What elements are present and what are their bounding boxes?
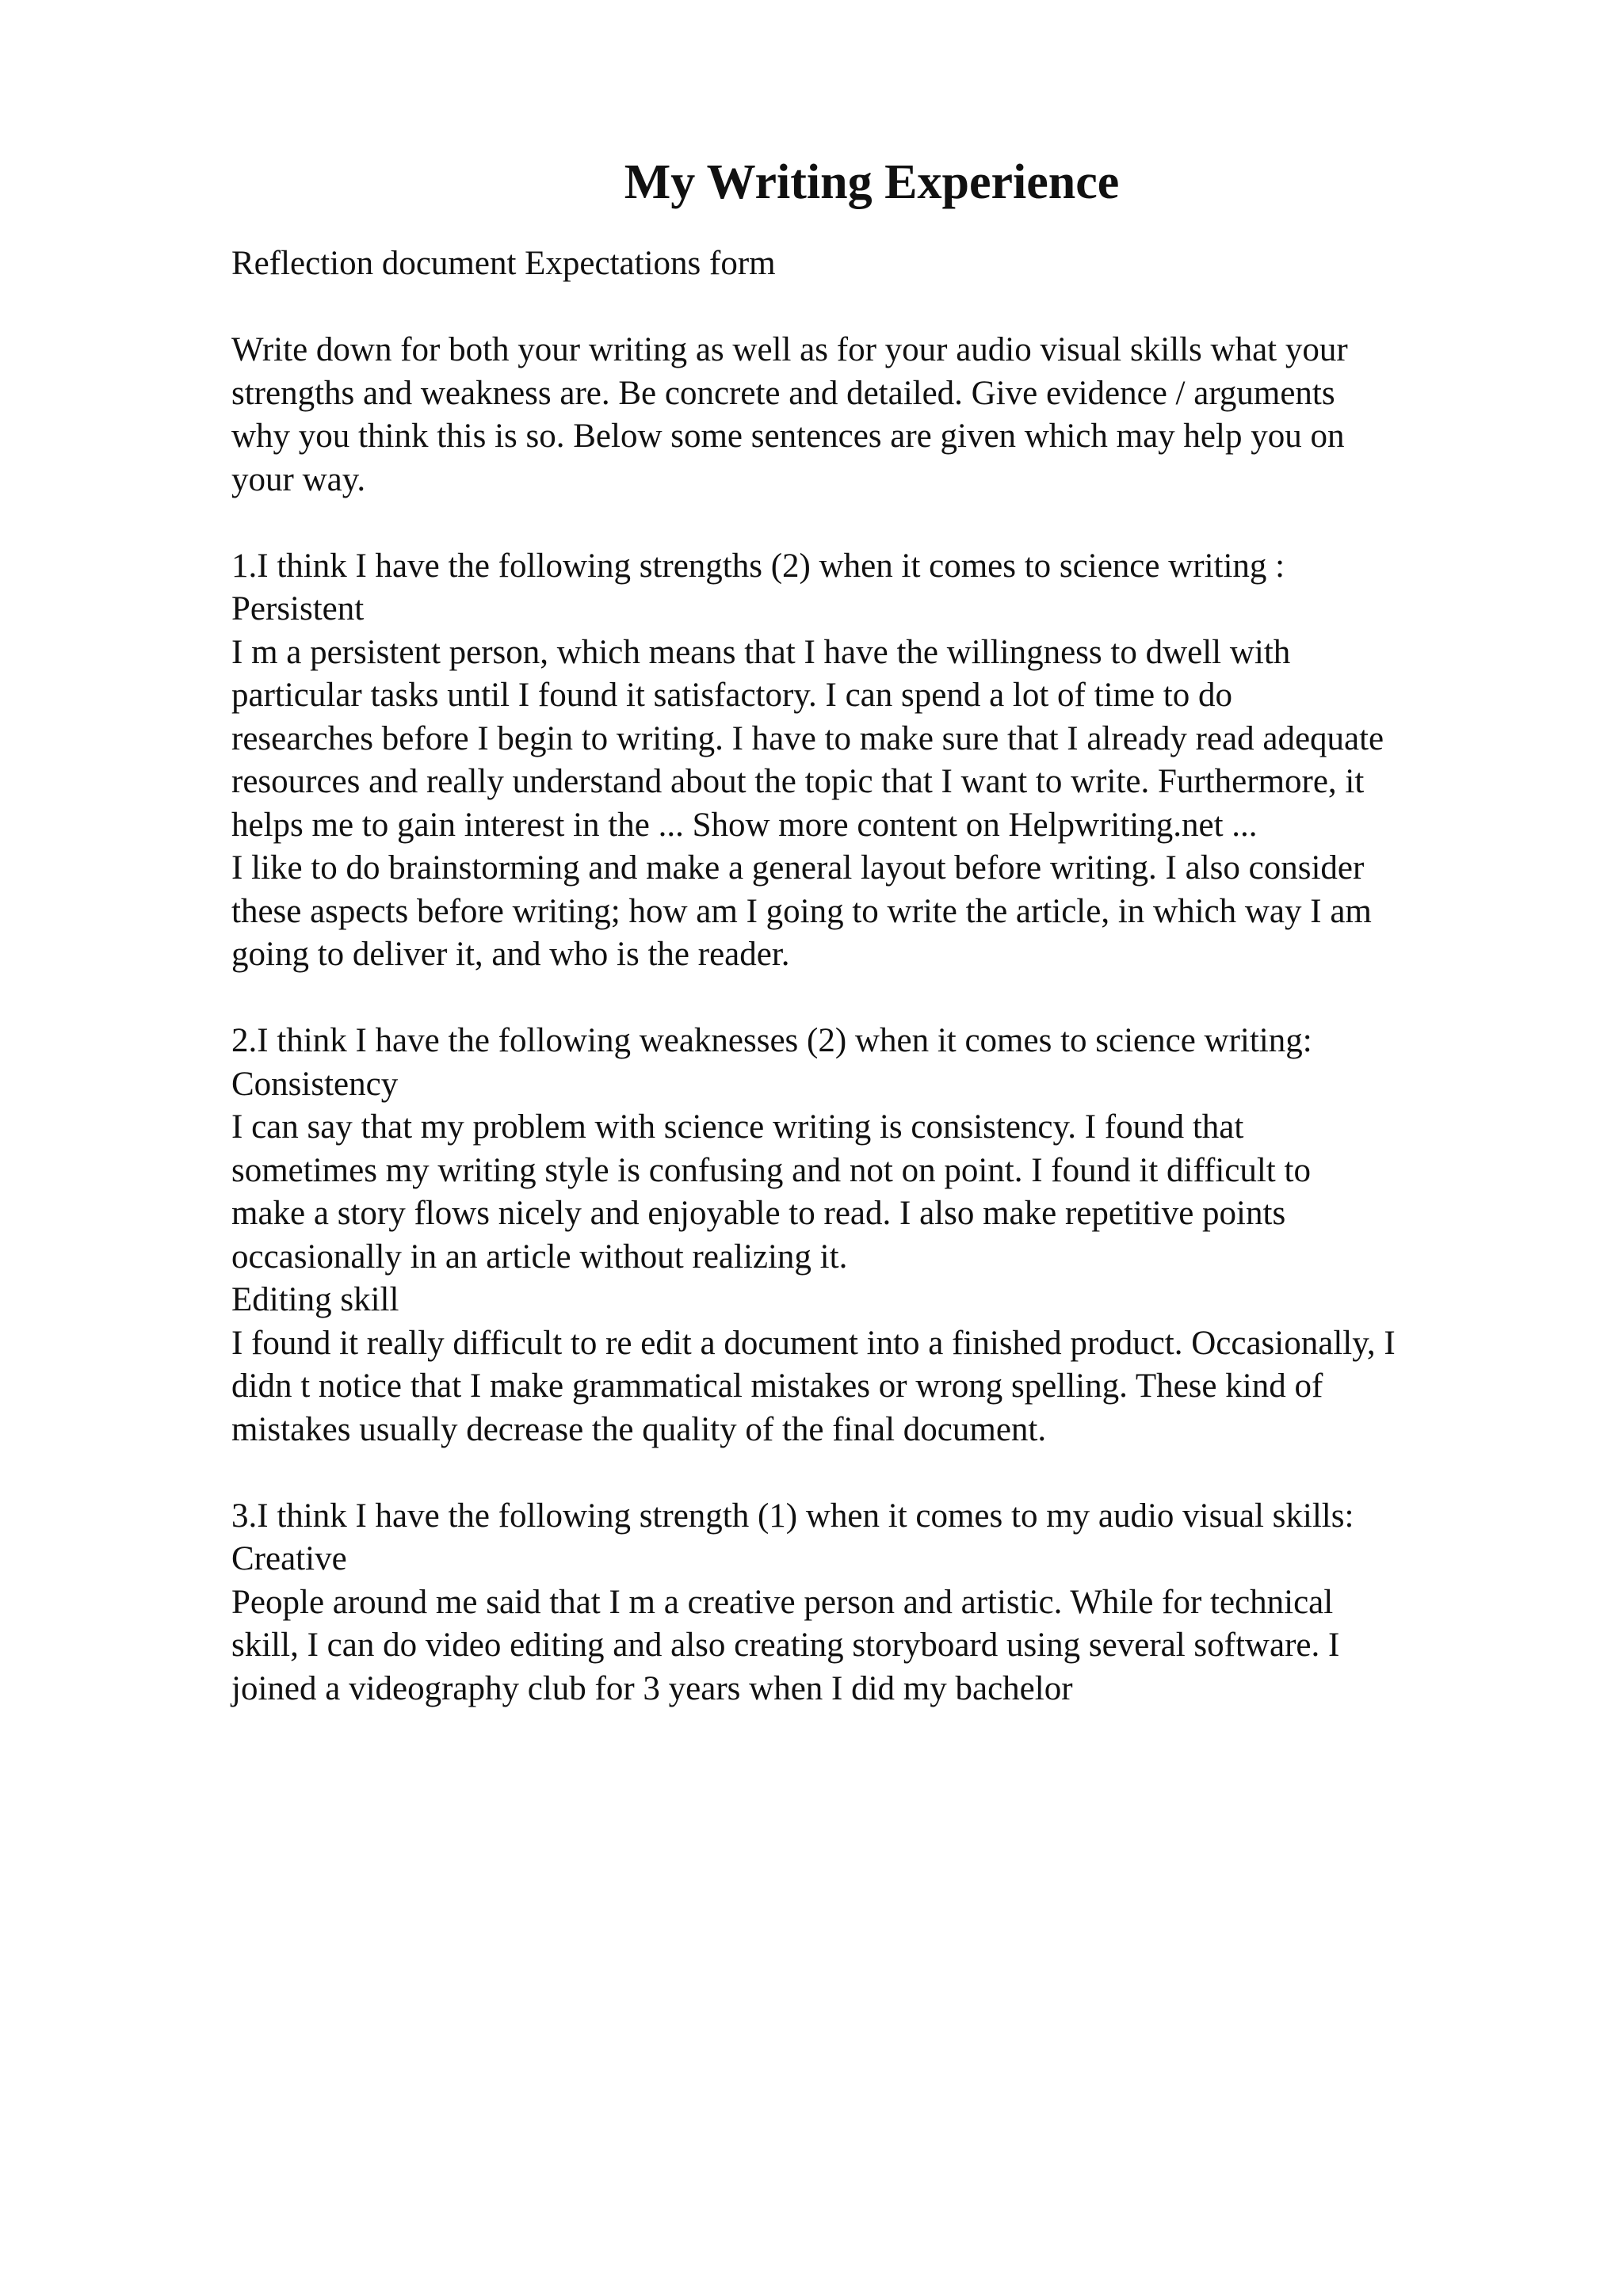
section-subheading: Creative bbox=[231, 1540, 347, 1577]
section-strengths-writing bbox=[231, 545, 1594, 977]
body-line: I m a persistent person, which means that I have the willingness to dwell with bbox=[231, 633, 1291, 671]
section-heading: 2.I think I have the following weaknesses (2) when it comes to science writing: bbox=[231, 1022, 1312, 1059]
section-subheading: Consistency bbox=[231, 1065, 399, 1103]
intro-line: Write down for both your writing as well as for your audio visual skills what your bbox=[231, 331, 1348, 368]
body-line: resources and really understand about the topic that I want to write. Furthermore, it bbox=[231, 763, 1365, 800]
intro-line: why you think this is so. Below some sentences are given which may help you on bbox=[231, 418, 1345, 455]
body-line: I can say that my problem with science writing is consistency. I found that bbox=[231, 1108, 1244, 1146]
body-line: skill, I can do video editing and also creating storyboard using several software. I bbox=[231, 1627, 1340, 1664]
body-line: I like to do brainstorming and make a general layout before writing. I also consider bbox=[231, 849, 1365, 887]
body-line: didn t notice that I make grammatical mistakes or wrong spelling. These kind of bbox=[231, 1367, 1323, 1405]
section-heading: 3.I think I have the following strength (1) when it comes to my audio visual skills: bbox=[231, 1497, 1354, 1535]
document-body bbox=[231, 242, 1594, 1711]
intro-line: strengths and weakness are. Be concrete and detailed. Give evidence / arguments bbox=[231, 374, 1335, 412]
paragraph-gap bbox=[231, 286, 1594, 330]
document-title: My Writing Experience bbox=[624, 155, 1120, 209]
paragraph-gap bbox=[231, 502, 1594, 545]
body-line: particular tasks until I found it satisfactory. I can spend a lot of time to do bbox=[231, 677, 1232, 714]
body-line: researches before I begin to writing. I have to make sure that I already read adequate bbox=[231, 719, 1384, 757]
body-line: make a story flows nicely and enjoyable to read. I also make repetitive points bbox=[231, 1195, 1286, 1232]
intro-paragraph bbox=[231, 329, 1594, 502]
body-line: mistakes usually decrease the quality of the final document. bbox=[231, 1410, 1047, 1448]
body-line: People around me said that I m a creative person and artistic. While for technical bbox=[231, 1583, 1334, 1621]
paragraph-gap bbox=[231, 1451, 1594, 1495]
body-line: these aspects before writing; how am I going to write the article, in which way I am bbox=[231, 892, 1372, 930]
body-line: occasionally in an article without realizing it. bbox=[231, 1238, 848, 1276]
section-subheading: Editing skill bbox=[231, 1281, 399, 1318]
body-line: sometimes my writing style is confusing and not on point. I found it difficult to bbox=[231, 1151, 1311, 1189]
section-weaknesses-writing bbox=[231, 1020, 1594, 1451]
intro-line: your way. bbox=[231, 460, 366, 498]
body-line: going to deliver it, and who is the reader. bbox=[231, 936, 790, 973]
section-strength-audiovisual bbox=[231, 1495, 1594, 1711]
document-subtitle: Reflection document Expectations form bbox=[231, 245, 776, 282]
paragraph-gap bbox=[231, 977, 1594, 1020]
body-line: joined a videography club for 3 years when I did my bachelor bbox=[231, 1669, 1073, 1707]
body-line: I found it really difficult to re edit a document into a finished product. Occasionally, I bbox=[231, 1324, 1396, 1362]
body-line: helps me to gain interest in the ... Show more content on Helpwriting.net ... bbox=[231, 806, 1258, 844]
section-heading: 1.I think I have the following strengths (2) when it comes to science writing : bbox=[231, 547, 1285, 585]
section-subheading: Persistent bbox=[231, 590, 365, 627]
